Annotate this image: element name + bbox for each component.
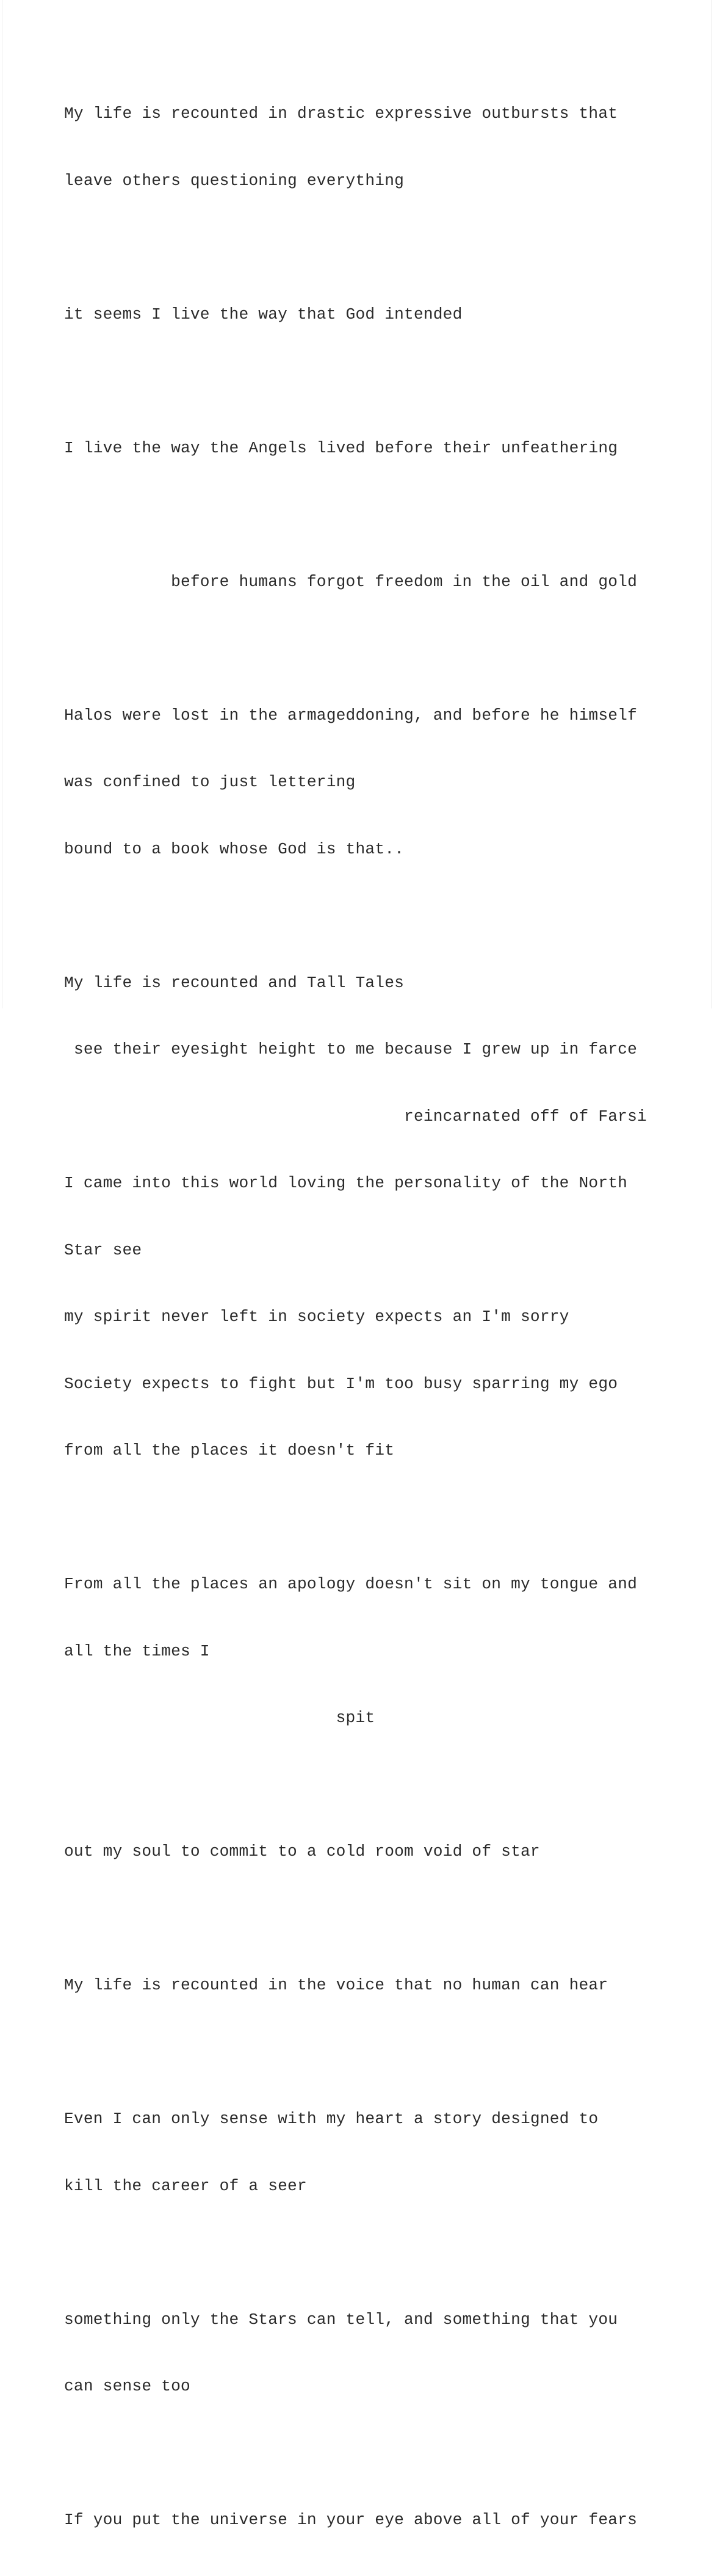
poem-body xyxy=(64,58,674,2576)
blank-line xyxy=(64,2041,674,2064)
poem-line: I came into this world loving the personality of the North xyxy=(64,1174,628,1192)
poem-line: My life is recounted and Tall Tales xyxy=(64,973,405,992)
poem-line: kill the career of a seer xyxy=(64,2176,307,2195)
blank-line xyxy=(64,1507,674,1529)
poem-line: reincarnated off of Farsi xyxy=(64,1107,647,1126)
poem-line: My life is recounted in drastic expressive outbursts that xyxy=(64,104,618,123)
poem-line: something only the Stars can tell, and something that you xyxy=(64,2310,618,2329)
blank-line xyxy=(64,637,674,660)
poem-line: bound to a book whose God is that.. xyxy=(64,839,405,858)
blank-line xyxy=(64,2241,674,2264)
poem-line: was confined to just lettering xyxy=(64,773,356,791)
blank-line xyxy=(64,370,674,393)
poem-line: Star see xyxy=(64,1240,142,1259)
poem-line: from all the places it doesn't fit xyxy=(64,1441,395,1460)
blank-line xyxy=(64,2442,674,2465)
document-page xyxy=(2,0,712,2529)
poem-line: leave others questioning everything xyxy=(64,171,405,190)
poem-line: Halos were lost in the armageddoning, and before he himself xyxy=(64,706,637,725)
blank-line xyxy=(64,1908,674,1930)
blank-line xyxy=(64,504,674,526)
poem-line: I live the way the Angels lived before their unfeathering xyxy=(64,438,618,457)
poem-line: spit xyxy=(64,1709,375,1727)
poem-line: Even I can only sense with my heart a story designed to xyxy=(64,2110,599,2128)
blank-line xyxy=(64,236,674,259)
poem-line: can sense too xyxy=(64,2377,190,2395)
poem-line: my spirit never left in society expects an I'm sorry xyxy=(64,1308,569,1326)
poem-line: If you put the universe in your eye above all of your fears xyxy=(64,2511,637,2529)
poem-line: see their eyesight height to me because I grew up in farce xyxy=(64,1040,637,1058)
blank-line xyxy=(64,1774,674,1796)
poem-line: out my soul to commit to a cold room void of star xyxy=(64,1842,540,1861)
blank-line xyxy=(64,905,674,927)
poem-line: it seems I live the way that God intended xyxy=(64,305,463,324)
poem-line: My life is recounted in the voice that no human can hear xyxy=(64,1976,608,1994)
poem-line: From all the places an apology doesn't sit on my tongue and xyxy=(64,1575,637,1593)
poem-line: Society expects to fight but I'm too busy sparring my ego xyxy=(64,1374,618,1393)
poem-line: before humans forgot freedom in the oil and gold xyxy=(64,572,637,591)
poem-line: all the times I xyxy=(64,1641,210,1660)
